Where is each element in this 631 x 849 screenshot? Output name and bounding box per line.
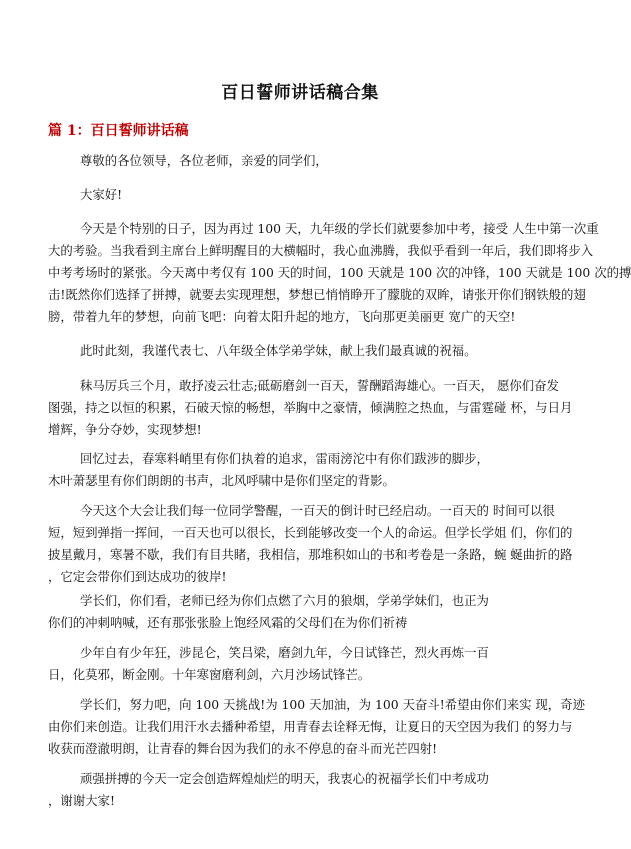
page-title: 百日誓师讲话稿合集 <box>221 83 379 103</box>
paragraph-line: 增辉，争分夺妙，实现梦想! <box>48 422 202 437</box>
paragraph-line: 今天这个大会让我们每一位同学警醒，一百天的倒计时已经启动。一百天的 时间可以很 <box>80 503 555 518</box>
paragraph-line: 学长们，你们看，老师已经为你们点燃了六月的狼烟，学弟学妹们，也正为 <box>80 593 489 608</box>
paragraph-line: 回忆过去，春寒料峭里有你们执着的追求，雷雨滂沱中有你们跋涉的脚步， <box>80 451 489 466</box>
section-heading: 篇 1：百日誓师讲话稿 <box>48 123 189 139</box>
paragraph-line: 顽强拼搏的今天一定会创造辉煌灿烂的明天，我衷心的祝福学长们中考成功 <box>80 771 489 786</box>
paragraph-line: 收获而澄澈明朗，让青春的舞台因为我们的永不停息的奋斗而光芒四射! <box>48 741 438 756</box>
paragraph-line: ，谢谢大家! <box>48 793 115 808</box>
paragraph-line: 此时此刻，我谨代表七、八年级全体学弟学妹，献上我们最真诚的祝福。 <box>80 343 477 358</box>
paragraph-line: 木叶萧瑟里有你们朗朗的书声，北风呼啸中是你们坚定的背影。 <box>48 473 395 488</box>
paragraph-encouragement <box>48 375 573 441</box>
paragraph-line: 披星戴月，寒暑不歇，我们有目共睹，我相信，那堆积如山的书和考卷是一条路，蜿 蜒曲折的路 <box>48 547 573 562</box>
paragraph-line: 大的考验。当我看到主席台上鲜明醒目的大横幅时，我心血沸腾，我似乎看到一年后，我们即将步入 <box>48 243 594 258</box>
paragraph-line: 图强，持之以恒的积累，石破天惊的畅想，举胸中之豪情，倾满腔之热血，与雷霆碰 杯，与日月 <box>48 400 573 415</box>
paragraph-greeting <box>48 184 556 206</box>
paragraph-line: 短，短到弹指一挥间，一百天也可以很长，长到能够改变一个人的命运。但学长学姐 们，你们的 <box>48 525 573 540</box>
paragraph-line: ，它定会带你们到达成功的彼岸! <box>48 569 227 584</box>
paragraph-line: 膀，带着九年的梦想，向前飞吧：向着太阳升起的地方，飞向那更美丽更 宽广的天空! <box>48 309 516 324</box>
paragraph-line: 击!既然你们选择了拼搏，就要去实现理想，梦想已悄悄睁开了朦胧的双眸，请张开你们钢铁般的翅 <box>48 287 586 302</box>
paragraph-line: 日，化莫邪，断金刚。十年寒窗磨利剑，六月沙场试锋芒。 <box>48 667 371 682</box>
paragraph-line: 中考考场时的紧张。今天离中考仅有 100 天的时间，100 天就是 100 次的冲锋，100 天就是 100 次的搏 <box>48 265 631 280</box>
paragraph-closing <box>48 768 556 812</box>
paragraph-line: 尊敬的各位领导，各位老师，亲爱的同学们， <box>80 153 328 168</box>
paragraph-line: 由你们来创造。让我们用汗水去播种希望，用青春去诠释无悔，让夏日的天空因为我们 的努力与 <box>48 719 573 734</box>
paragraph-line: 少年自有少年狂，涉昆仑，笑吕梁，磨剑九年，今日试锋芒，烈火再炼一百 <box>80 645 489 660</box>
paragraph-line: 今天是个特别的日子，因为再过 100 天，九年级的学长们就要参加中考，接受 人生中第一次重 <box>80 221 599 236</box>
paragraph-line: 学长们，努力吧，向 100 天挑战!为 100 天加油，为 100 天奋斗!希望由你们来实 现，奇迹 <box>80 697 585 712</box>
paragraph-countdown <box>48 500 573 588</box>
paragraph-line: 秣马厉兵三个月，敢抒凌云壮志;砥砺磨剑一百天，誓酬蹈海雄心。一百天， 愿你们奋发 <box>80 378 559 393</box>
paragraph-call-to-action <box>48 694 585 760</box>
paragraph-opening <box>48 218 631 328</box>
paragraph-support <box>48 590 556 634</box>
paragraph-youth <box>48 642 556 686</box>
paragraph-line: 你们的冲刺呐喊，还有那张张脸上饱经风霜的父母们在为你们祈祷 <box>48 615 408 630</box>
paragraph-salutation <box>48 150 556 172</box>
paragraph-line: 大家好! <box>80 187 123 202</box>
paragraph-blessing <box>48 340 556 362</box>
paragraph-memories <box>48 448 556 492</box>
